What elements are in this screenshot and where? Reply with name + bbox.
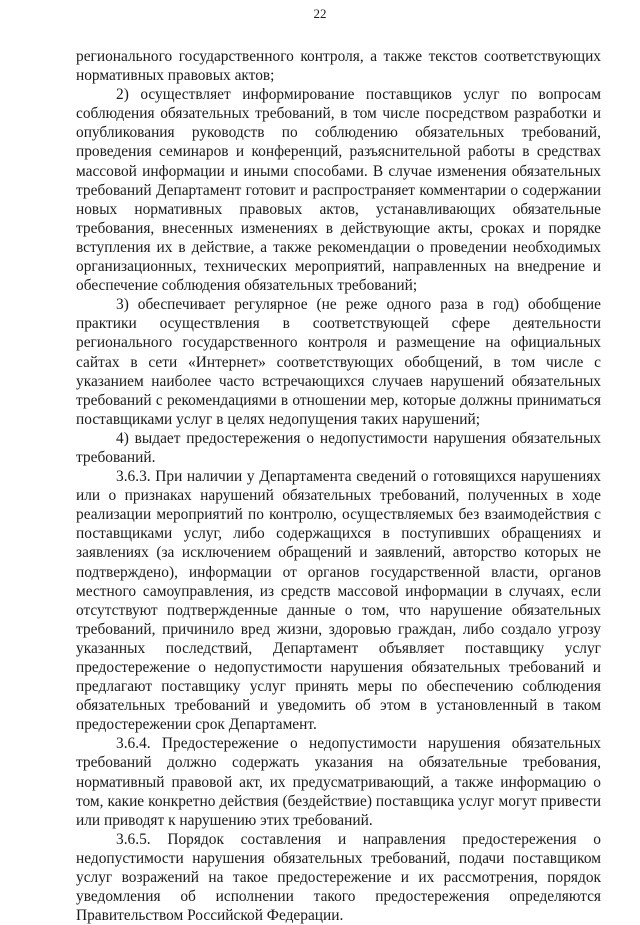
paragraph-item-4: 4) выдает предостережения о недопустимости нарушения обязательных требований. (76, 429, 601, 466)
paragraph-continuation: регионального государственного контроля, а также текстов соответствующих нормативных правовых актов; (76, 48, 601, 85)
paragraph-item-3: 3) обеспечивает регулярное (не реже одного раза в год) обобщение практики осуществления в соответствующей сфере деятельности регионального государственного контроля и размещение на официальных сайтах в сети «Интернет» соответствующих обобщений, в том числе с указанием наиболее часто встречающихся случаев нарушений обязательных требований с рекомендациями в отношении мер, которые должны приниматься поставщиками услуг в целях недопущения таких нарушений; (76, 296, 601, 428)
paragraph-3-6-3: 3.6.3. При наличии у Департамента сведений о готовящихся нарушениях или о признаках нарушений обязательных требований, полученных в ходе реализации мероприятий по контролю, осуществляемых без взаимодействия с поставщиками услуг, либо содержащихся в поступивших обращениях и заявлениях (за исключением обращений и заявлений, авторство которых не подтверждено), информации от органов государственной власти, органов местного самоуправления, из средств массовой информации в случаях, если отсутствуют подтвержденные данные о том, что нарушение обязательных требований, причинило вред жизни, здоровью граждан, либо создало угрозу указанных последствий, Департамент объявляет поставщику услуг предостережение о недопустимости нарушения обязательных требований и предлагают поставщику услуг принять меры по обеспечению соблюдения обязательных требований и уведомить об этом в установленный в таком предостережении срок Департамент. (76, 468, 601, 734)
paragraph-3-6-5: 3.6.5. Порядок составления и направления предостережения о недопустимости нарушения обязательных требований, подачи поставщиком услуг возражений на такое предостережение и их рассмотрения, порядок уведомления об исполнении такого предостережения определяются Правительством Российской Федерации. (76, 830, 601, 925)
paragraph-item-2: 2) осуществляет информирование поставщиков услуг по вопросам соблюдения обязательных требований, в том числе посредством разработки и опубликования руководств по соблюдению обязательных требований, проведения семинаров и конференций, разъяснительной работы в средствах массовой информации и иными способами. В случае изменения обязательных требований Департамент готовит и распространяет комментарии о содержании новых нормативных правовых актов, устанавливающих обязательные требования, внесенных изменениях в действующие акты, сроках и порядке вступления их в действие, а также рекомендации о проведении необходимых организационных, технических мероприятий, направленных на внедрение и обеспечение соблюдения обязательных требований; (76, 86, 601, 295)
paragraph-3-6-4: 3.6.4. Предостережение о недопустимости нарушения обязательных требований должно содержать указания на обязательные требования, нормативный правовой акт, их предусматривающий, а также информацию о том, какие конкретно действия (бездействие) поставщика услуг могут привести или приводят к нарушению этих требований. (76, 735, 601, 829)
page-number: 22 (313, 6, 327, 21)
document-body (76, 47, 601, 925)
